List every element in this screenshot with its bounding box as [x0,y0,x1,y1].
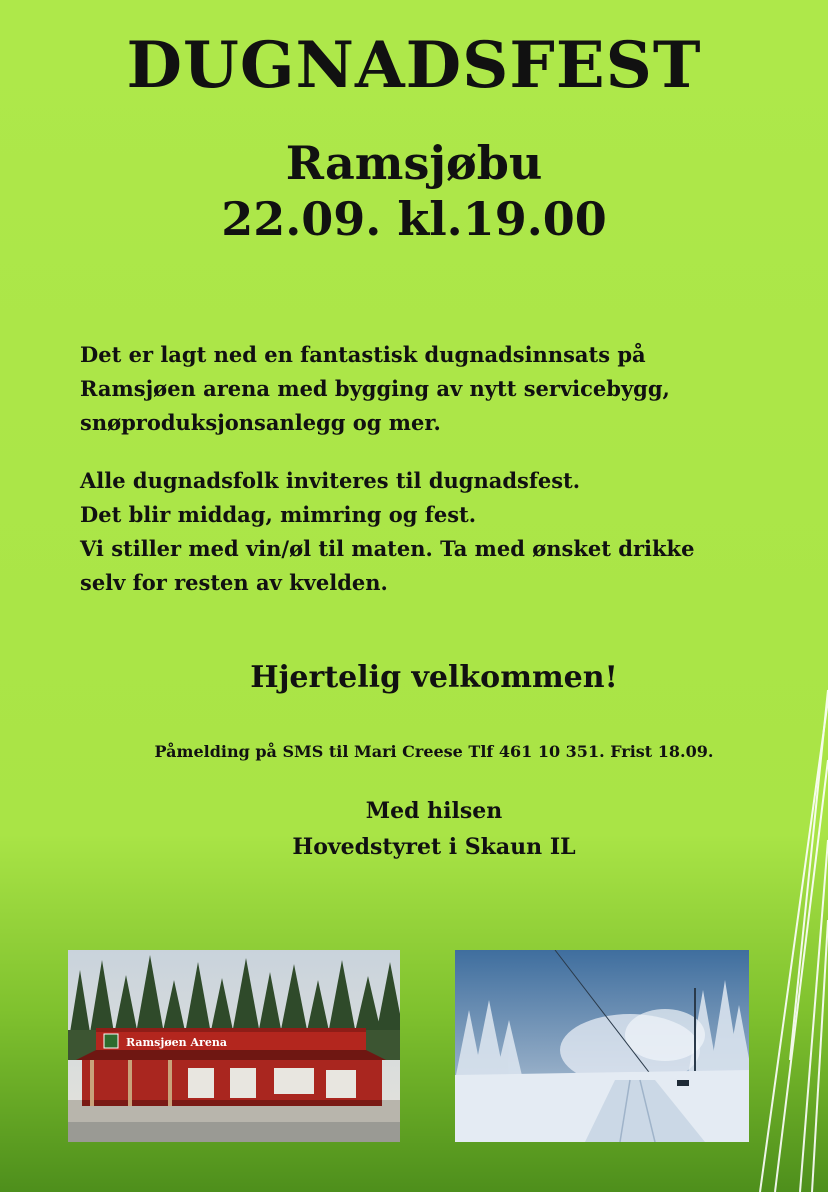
event-place: Ramsjøbu [285,136,543,190]
arena-building-photo [68,950,400,1142]
poster-title: DUGNADSFEST [126,28,702,103]
snow-slope-photo [455,950,749,1142]
intro-paragraph [80,338,780,440]
text-line: Alle dugnadsfolk inviteres til dugnadsfest. [80,468,581,493]
text-line: Det blir middag, mimring og fest. [80,502,477,527]
welcome-heading: Hjertelig velkommen! [250,660,618,695]
building-sign-text: Ramsjøen Arena [126,1036,227,1049]
text-line: Ramsjøen arena med bygging av nytt servicebygg, [80,376,670,401]
greeting: Med hilsen [365,798,503,824]
text-line: Vi stiller med vin/øl til maten. Ta med ønsket drikke [80,536,695,561]
sender: Hovedstyret i Skaun IL [292,834,576,860]
signup-info: Påmelding på SMS til Mari Creese Tlf 461 10 351. Frist 18.09. [154,742,714,761]
text-line: Det er lagt ned en fantastisk dugnadsinnsats på [80,342,646,367]
text-line: snøproduksjonsanlegg og mer. [80,410,441,435]
invitation-paragraph [80,464,780,600]
event-datetime: 22.09. kl.19.00 [221,192,607,246]
text-line: selv for resten av kvelden. [80,570,388,595]
